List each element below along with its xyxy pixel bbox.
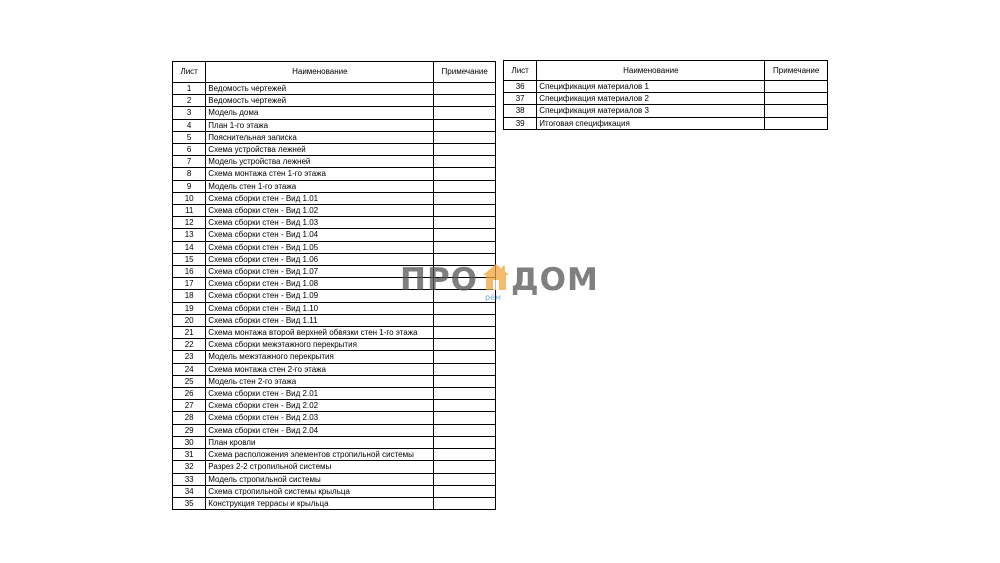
sheet-number-cell: 33	[173, 473, 206, 485]
sheet-note-cell	[765, 93, 828, 105]
sheet-note-cell	[434, 241, 496, 253]
sheet-name-cell: Схема сборки стен - Вид 2.04	[206, 424, 434, 436]
sheet-number-cell: 3	[173, 107, 206, 119]
drawings-table-right	[503, 60, 828, 130]
sheet-number-cell: 27	[173, 400, 206, 412]
sheet-name-cell: Спецификация материалов 3	[537, 105, 765, 117]
sheet-number-cell: 18	[173, 290, 206, 302]
sheet-name-cell: Модель стропильной системы	[206, 473, 434, 485]
sheet-number-cell: 38	[504, 105, 537, 117]
sheet-number-cell: 20	[173, 314, 206, 326]
sheet-name-cell: Схема монтажа стен 1-го этажа	[206, 168, 434, 180]
sheet-note-cell	[765, 105, 828, 117]
table-row	[504, 117, 828, 129]
table-row	[173, 473, 496, 485]
sheet-number-cell: 28	[173, 412, 206, 424]
sheet-name-cell: Разрез 2-2 стропильной системы	[206, 461, 434, 473]
sheet-note-cell	[434, 388, 496, 400]
table-row	[173, 363, 496, 375]
sheet-number-cell: 4	[173, 119, 206, 131]
sheet-number-cell: 26	[173, 388, 206, 400]
sheet-number-cell: 34	[173, 485, 206, 497]
sheet-note-cell	[434, 168, 496, 180]
table-row	[173, 229, 496, 241]
table-row	[173, 144, 496, 156]
sheet-note-cell	[434, 363, 496, 375]
sheet-number-cell: 11	[173, 205, 206, 217]
sheet-note-cell	[434, 83, 496, 95]
table-row	[173, 485, 496, 497]
sheet-number-cell: 19	[173, 302, 206, 314]
sheet-note-cell	[434, 497, 496, 509]
sheet-number-cell: 15	[173, 253, 206, 265]
table-row	[504, 105, 828, 117]
table-row	[173, 205, 496, 217]
table-row	[173, 156, 496, 168]
table-row	[173, 131, 496, 143]
table-row	[173, 192, 496, 204]
table-row	[173, 217, 496, 229]
table-header-row	[504, 61, 828, 81]
sheet-number-cell: 14	[173, 241, 206, 253]
sheet-number-cell: 10	[173, 192, 206, 204]
table-row	[173, 119, 496, 131]
sheet-number-cell: 13	[173, 229, 206, 241]
table-row	[173, 351, 496, 363]
table-row	[173, 449, 496, 461]
sheet-name-cell: Пояснительная записка	[206, 131, 434, 143]
watermark-subtext: рём	[485, 293, 502, 302]
sheet-note-cell	[434, 205, 496, 217]
sheet-name-cell: Схема сборки межэтажного перекрытия	[206, 339, 434, 351]
sheet-number-cell: 35	[173, 497, 206, 509]
sheet-note-cell	[434, 339, 496, 351]
sheet-name-cell: Схема сборки стен - Вид 1.04	[206, 229, 434, 241]
sheet-note-cell	[434, 192, 496, 204]
sheet-note-cell	[434, 375, 496, 387]
table-row	[173, 95, 496, 107]
sheet-note-cell	[434, 119, 496, 131]
sheet-note-cell	[434, 95, 496, 107]
sheet-note-cell	[434, 473, 496, 485]
sheet-number-cell: 16	[173, 266, 206, 278]
sheet-note-cell	[765, 81, 828, 93]
table-row	[173, 83, 496, 95]
sheet-number-cell: 22	[173, 339, 206, 351]
sheet-note-cell	[434, 461, 496, 473]
sheet-number-cell: 21	[173, 327, 206, 339]
sheet-name-cell: Схема сборки стен - Вид 1.08	[206, 278, 434, 290]
table-row	[504, 93, 828, 105]
sheet-note-cell	[434, 424, 496, 436]
sheet-note-cell	[434, 436, 496, 448]
sheet-note-cell	[434, 449, 496, 461]
sheet-note-cell	[434, 314, 496, 326]
table-row	[173, 314, 496, 326]
sheet-note-cell	[434, 302, 496, 314]
header-sheet: Лист	[504, 61, 537, 81]
header-name: Наименование	[537, 61, 765, 81]
sheet-number-cell: 25	[173, 375, 206, 387]
sheet-number-cell: 24	[173, 363, 206, 375]
header-note: Примечание	[434, 62, 496, 83]
sheet-name-cell: Ведомость чертежей	[206, 95, 434, 107]
sheet-name-cell: Схема сборки стен - Вид 1.05	[206, 241, 434, 253]
table-row	[173, 168, 496, 180]
sheet-note-cell	[434, 229, 496, 241]
sheet-number-cell: 29	[173, 424, 206, 436]
sheet-number-cell: 9	[173, 180, 206, 192]
table-row	[173, 388, 496, 400]
sheet-name-cell: Схема сборки стен - Вид 1.11	[206, 314, 434, 326]
sheet-name-cell: Ведомость чертежей	[206, 83, 434, 95]
sheet-note-cell	[434, 144, 496, 156]
sheet-number-cell: 6	[173, 144, 206, 156]
sheet-name-cell: Схема сборки стен - Вид 1.07	[206, 266, 434, 278]
table-row	[173, 461, 496, 473]
sheet-note-cell	[765, 117, 828, 129]
sheet-note-cell	[434, 107, 496, 119]
header-name: Наименование	[206, 62, 434, 83]
sheet-name-cell: Модель устройства лежней	[206, 156, 434, 168]
sheet-number-cell: 1	[173, 83, 206, 95]
sheet-number-cell: 23	[173, 351, 206, 363]
table-row	[173, 327, 496, 339]
sheet-name-cell: Схема расположения элементов стропильной системы	[206, 449, 434, 461]
sheet-note-cell	[434, 217, 496, 229]
sheet-name-cell: Схема сборки стен - Вид 1.10	[206, 302, 434, 314]
table-row	[173, 436, 496, 448]
sheet-number-cell: 2	[173, 95, 206, 107]
sheet-number-cell: 36	[504, 81, 537, 93]
table-row	[173, 180, 496, 192]
table-row	[504, 81, 828, 93]
sheet-note-cell	[434, 156, 496, 168]
sheet-note-cell	[434, 180, 496, 192]
table-row	[173, 400, 496, 412]
sheet-number-cell: 8	[173, 168, 206, 180]
sheet-note-cell	[434, 412, 496, 424]
sheet-name-cell: Схема сборки стен - Вид 1.09	[206, 290, 434, 302]
sheet-name-cell: Схема монтажа второй верхней обвязки стен 1-го этажа	[206, 327, 434, 339]
sheet-name-cell: Модель стен 2-го этажа	[206, 375, 434, 387]
sheet-name-cell: Спецификация материалов 1	[537, 81, 765, 93]
sheet-name-cell: Спецификация материалов 2	[537, 93, 765, 105]
sheet-note-cell	[434, 351, 496, 363]
sheet-number-cell: 5	[173, 131, 206, 143]
sheet-name-cell: Модель стен 1-го этажа	[206, 180, 434, 192]
table-row	[173, 339, 496, 351]
sheet-number-cell: 31	[173, 449, 206, 461]
sheet-name-cell: Схема монтажа стен 2-го этажа	[206, 363, 434, 375]
sheet-number-cell: 17	[173, 278, 206, 290]
table-row	[173, 241, 496, 253]
table-header-row	[173, 62, 496, 83]
table-row	[173, 107, 496, 119]
sheet-name-cell: Схема сборки стен - Вид 2.03	[206, 412, 434, 424]
sheet-name-cell: Конструкция террасы и крыльца	[206, 497, 434, 509]
sheet-number-cell: 30	[173, 436, 206, 448]
table-body-right	[504, 81, 828, 130]
header-note: Примечание	[765, 61, 828, 81]
sheet-number-cell: 7	[173, 156, 206, 168]
sheet-name-cell: Схема устройства лежней	[206, 144, 434, 156]
house-icon	[482, 263, 510, 297]
sheet-note-cell	[434, 400, 496, 412]
sheet-name-cell: План 1-го этажа	[206, 119, 434, 131]
sheet-name-cell: Схема сборки стен - Вид 1.01	[206, 192, 434, 204]
sheet-name-cell: Схема сборки стен - Вид 1.02	[206, 205, 434, 217]
sheet-note-cell	[434, 485, 496, 497]
sheet-note-cell	[434, 131, 496, 143]
table-row	[173, 412, 496, 424]
watermark-logo	[400, 262, 600, 302]
watermark-text-right: ДОМ	[511, 262, 599, 298]
watermark-text-left: ПРО	[400, 262, 479, 298]
table-row	[173, 497, 496, 509]
sheet-number-cell: 39	[504, 117, 537, 129]
sheet-name-cell: Модель дома	[206, 107, 434, 119]
sheet-name-cell: Схема сборки стен - Вид 2.01	[206, 388, 434, 400]
header-sheet: Лист	[173, 62, 206, 83]
sheet-name-cell: Схема сборки стен - Вид 2.02	[206, 400, 434, 412]
sheet-number-cell: 32	[173, 461, 206, 473]
sheet-name-cell: Итоговая спецификация	[537, 117, 765, 129]
sheet-name-cell: Схема сборки стен - Вид 1.03	[206, 217, 434, 229]
sheet-name-cell: Схема сборки стен - Вид 1.06	[206, 253, 434, 265]
sheet-number-cell: 12	[173, 217, 206, 229]
sheet-name-cell: План кровли	[206, 436, 434, 448]
sheet-note-cell	[434, 327, 496, 339]
table-row	[173, 424, 496, 436]
sheet-number-cell: 37	[504, 93, 537, 105]
table-row	[173, 302, 496, 314]
sheet-name-cell: Модель межэтажного перекрытия	[206, 351, 434, 363]
sheet-name-cell: Схема стропильной системы крыльца	[206, 485, 434, 497]
table-row	[173, 375, 496, 387]
